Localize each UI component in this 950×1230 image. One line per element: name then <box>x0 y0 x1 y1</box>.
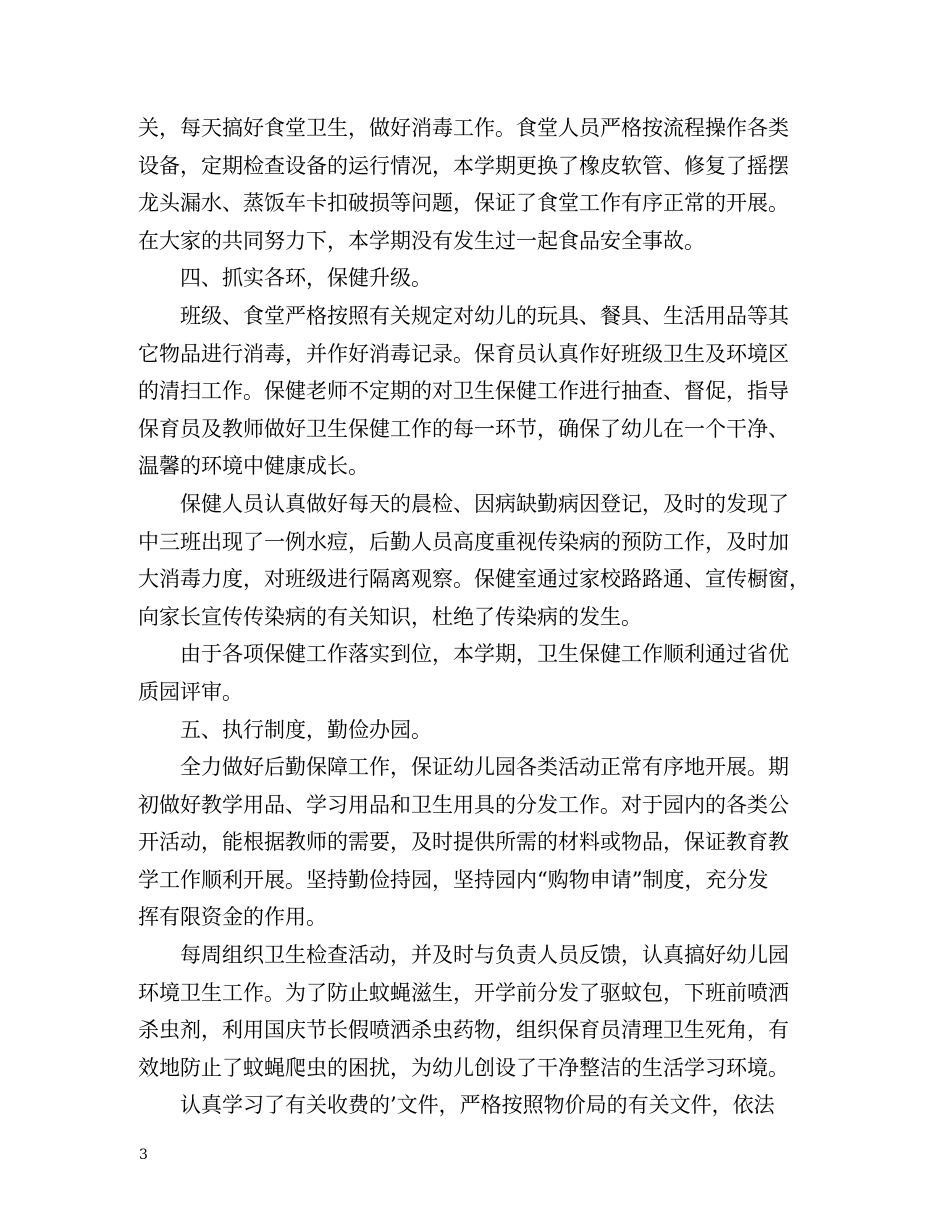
section-heading: 五、执行制度，勤俭办园。 <box>180 717 432 742</box>
text-line: 学工作顺利开展。坚持勤俭持园，坚持园内“购物申请”制度，充分发 <box>138 867 769 892</box>
text-line: 向家长宣传传染病的有关知识，杜绝了传染病的发生。 <box>138 604 642 629</box>
text-line: 关，每天搞好食堂卫生，做好消毒工作。食堂人员严格按流程操作各类 <box>138 116 789 140</box>
text-line: 温馨的环境中健康成长。 <box>138 454 369 479</box>
text-line: 每周组织卫生检查活动，并及时与负责人员反馈，认真搞好幼儿园 <box>180 943 789 968</box>
text-line: 初做好教学用品、学习用品和卫生用具的分发工作。对于园内的各类公 <box>138 792 789 817</box>
text-line: 它物品进行消毒，并作好消毒记录。保育员认真作好班级卫生及环境区 <box>138 341 789 366</box>
text-line: 班级、食堂严格按照有关规定对幼儿的玩具、餐具、生活用品等其 <box>180 303 789 328</box>
text-line: 开活动，能根据教师的需要，及时提供所需的材料或物品，保证教育教 <box>138 830 789 855</box>
text-line: 龙头漏水、蒸饭车卡扣破损等问题，保证了食堂工作有序正常的开展。 <box>138 191 789 216</box>
text-line: 中三班出现了一例水痘，后勤人员高度重视传染病的预防工作，及时加 <box>138 529 789 554</box>
text-line: 杀虫剂，利用国庆节长假喷洒杀虫药物，组织保育员清理卫生死角，有 <box>138 1018 789 1043</box>
text-line: 在大家的共同努力下，本学期没有发生过一起食品安全事故。 <box>138 228 705 253</box>
text-line: 大消毒力度，对班级进行隔离观察。保健室通过家校路路通、宣传橱窗， <box>138 567 810 592</box>
text-line: 全力做好后勤保障工作，保证幼儿园各类活动正常有序地开展。期 <box>180 755 789 780</box>
text-line: 由于各项保健工作落实到位，本学期，卫生保健工作顺利通过省优 <box>180 642 789 667</box>
text-line: 质园评审。 <box>138 679 243 704</box>
text-line: 认真学习了有关收费的’文件，严格按照物价局的有关文件，依法 <box>180 1093 775 1118</box>
text-line: 挥有限资金的作用。 <box>138 905 327 930</box>
section-heading: 四、抓实各环，保健升级。 <box>180 266 432 291</box>
document-body <box>138 110 828 1125</box>
text-line: 设备，定期检查设备的运行情况，本学期更换了橡皮软管、修复了摇摆 <box>138 153 789 178</box>
text-line: 保健人员认真做好每天的晨检、因病缺勤病因登记，及时的发现了 <box>180 491 789 516</box>
text-line: 的清扫工作。保健老师不定期的对卫生保健工作进行抽查、督促，指导 <box>138 379 789 404</box>
text-line: 保育员及教师做好卫生保健工作的每一环节，确保了幼儿在一个干净、 <box>138 416 789 441</box>
text-line: 效地防止了蚊蝇爬虫的困扰，为幼儿创设了干净整洁的生活学习环境。 <box>138 1055 789 1080</box>
text-line: 环境卫生工作。为了防止蚊蝇滋生，开学前分发了驱蚊包，下班前喷洒 <box>138 980 789 1005</box>
page-number: 3 <box>139 1147 148 1163</box>
